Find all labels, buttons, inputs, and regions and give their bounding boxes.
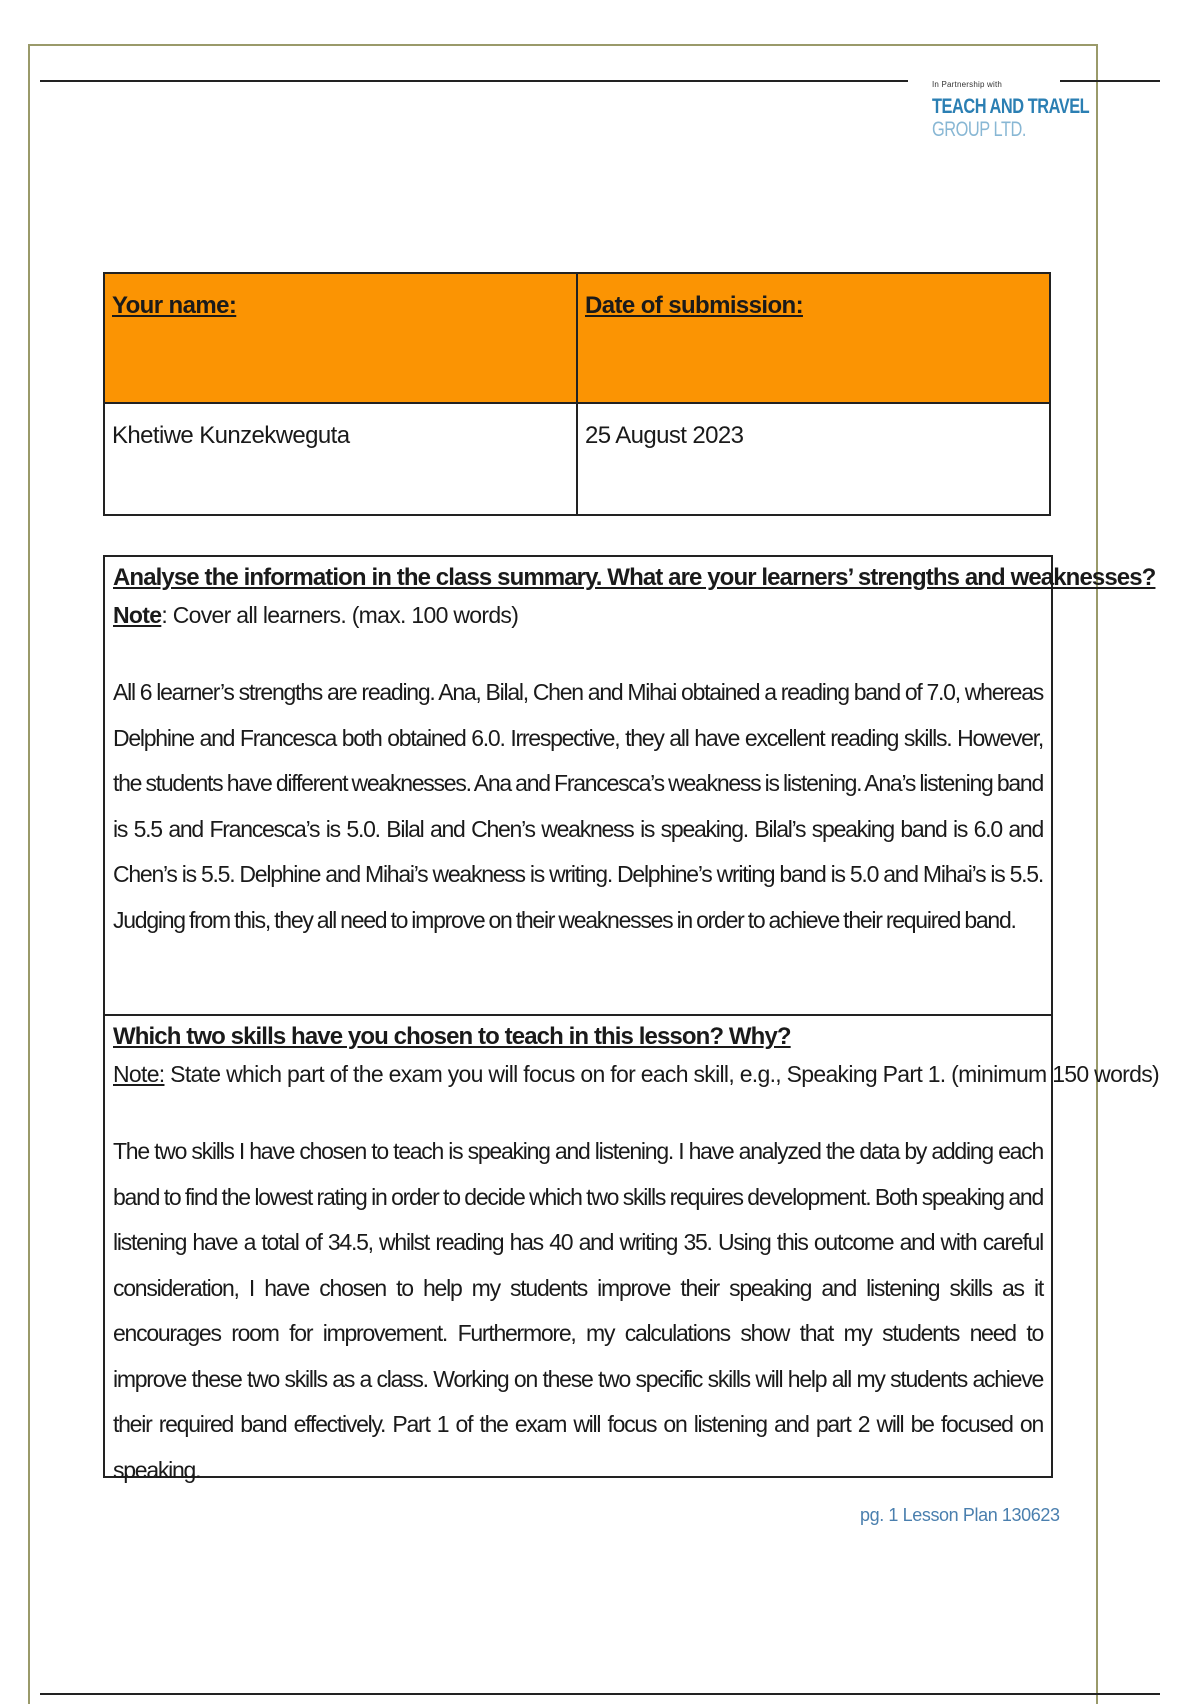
- section2-answer: The two skills I have chosen to teach is speaking and listening. I have analyzed the data by adding each band to find the lowest rating in order to decide which two skills requires development. Both speaking and listening have a total of 34.5, whilst reading has 40 and writing 35. Using this outcome and with careful consideration, I have chosen to help my students improve their speaking and listening skills as it encourages room for improvement. Furthermore, my calculations show that my students need to improve these two skills as a class. Working on these two specific skills will help all my students achieve their required band effectively. Part 1 of the exam will focus on listening and part 2 will be focused on speaking.: [113, 1138, 1043, 1483]
- section2-note-label: Note:: [113, 1061, 165, 1087]
- section1-note-label: Note: [113, 602, 162, 628]
- section1-answer: All 6 learner’s strengths are reading. Ana, Bilal, Chen and Mihai obtained a reading band of 7.0, whereas Delphine and Francesca both obtained 6.0. Irrespective, they all have excellent reading skills. However, the students have different weaknesses. Ana and Francesca’s weakness is listening. Ana’s listening band is 5.5 and Francesca’s is 5.0. Bilal and Chen’s weakness is speaking. Bilal’s speaking band is 6.0 and Chen’s is 5.5. Delphine and Mihai’s weakness is writing. Delphine’s writing band is 5.0 and Mihai’s is 5.5. Judging from this, they all need to improve on their weaknesses in order to achieve their required band.: [113, 679, 1043, 933]
- section1-note-text: : Cover all learners. (max. 100 words): [161, 602, 519, 628]
- name-value: Khetiwe Kunzekweguta: [104, 403, 577, 515]
- logo-line2: GROUP LTD.: [932, 118, 1026, 141]
- section1-note: [113, 595, 1043, 635]
- date-label: Date of submission:: [585, 292, 803, 319]
- date-value: 25 August 2023: [577, 403, 1050, 515]
- header-rule: [40, 80, 908, 82]
- date-header-cell: [577, 273, 1050, 403]
- strengths-weaknesses-section: [103, 555, 1156, 1016]
- name-header-cell: [104, 273, 577, 403]
- info-value-row: [104, 403, 1050, 515]
- logo-line1: TEACH AND TRAVEL: [932, 95, 1090, 118]
- section1-question: Analyse the information in the class summary. What are your learners’ strengths and weaknesses?: [113, 564, 1156, 591]
- chosen-skills-section: [103, 1014, 1159, 1483]
- name-label: Your name:: [112, 292, 237, 319]
- section2-note: [113, 1054, 1159, 1094]
- logo-partner-text: In Partnership with: [932, 80, 1003, 89]
- info-header-row: [104, 273, 1050, 403]
- submission-info-table: [103, 272, 1051, 516]
- section2-note-text: State which part of the exam you will focus on for each skill, e.g., Speaking Part 1. (minimum 150 words): [164, 1061, 1159, 1087]
- section2-question: Which two skills have you chosen to teach in this lesson? Why?: [113, 1023, 791, 1050]
- header-rule-right: [1060, 80, 1160, 82]
- bottom-rule: [40, 1693, 1160, 1695]
- page-footer: pg. 1 Lesson Plan 130623: [860, 1505, 1060, 1525]
- partner-logo: [932, 80, 1090, 141]
